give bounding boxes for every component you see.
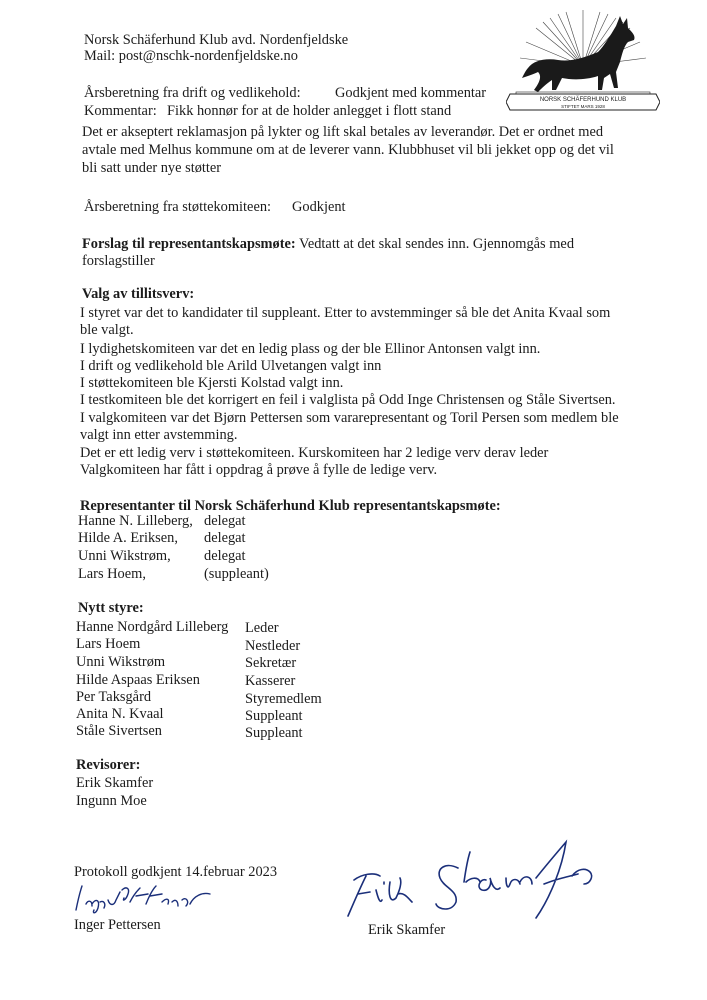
- rep-name: Hanne N. Lilleberg,: [78, 513, 193, 529]
- styre-role: Suppleant: [245, 725, 303, 741]
- rep-name: Hilde A. Eriksen,: [78, 530, 178, 546]
- forslag-label: Forslag til representantskapsmøte:: [82, 236, 296, 252]
- valg-line: I drift og vedlikehold ble Arild Ulvetangen valgt inn: [80, 358, 382, 374]
- valg-line: I styret var det to kandidater til suppleant. Etter to avstemminger så ble det Anita Kvaal som: [80, 305, 611, 321]
- styre-role: Kasserer: [245, 673, 296, 689]
- stotte-label: Årsberetning fra støttekomiteen:: [84, 199, 272, 215]
- styre-role: Nestleder: [245, 638, 301, 654]
- protokoll-text: Protokoll godkjent 14.februar 2023: [74, 864, 278, 880]
- forslag-text-cont: forslagstiller: [82, 253, 155, 269]
- drift-body-line: Det er akseptert reklamasjon på lykter og lift skal betales av leverandør. Det er ordnet med: [82, 124, 604, 140]
- styre-role: Styremedlem: [245, 691, 322, 707]
- valg-line: Det er ett ledig verv i støttekomiteen. Kurskomiteen har 2 ledige verv derav leder: [80, 445, 549, 461]
- valg-line: I testkomiteen ble det korrigert en feil i valglista på Odd Inge Christensen og Ståle Sivertsen.: [80, 392, 616, 408]
- signer-left-name: Inger Pettersen: [74, 917, 161, 933]
- drift-body-line: bli satt under nye støtter: [82, 160, 222, 176]
- rep-role: delegat: [204, 548, 246, 564]
- club-email[interactable]: Mail: post@nschk-nordenfjeldske.no: [84, 48, 298, 64]
- signature-inger: [70, 880, 220, 920]
- german-shepherd-icon: [522, 16, 635, 92]
- rep-name: Lars Hoem,: [78, 566, 146, 582]
- club-name: Norsk Schäferhund Klub avd. Nordenfjeldske: [84, 32, 349, 48]
- revisorer-heading: Revisorer:: [76, 757, 141, 773]
- valg-line: valgt inn etter avstemming.: [80, 427, 238, 443]
- valg-line: Valgkomiteen har fått i oppdrag å prøve å fylle de ledige verv.: [80, 462, 438, 478]
- styre-role: Suppleant: [245, 708, 303, 724]
- styre-name: Lars Hoem: [76, 636, 141, 652]
- valg-line: I støttekomiteen ble Kjersti Kolstad valgt inn.: [80, 375, 344, 391]
- styre-name: Per Taksgård: [76, 689, 152, 705]
- banner-subtext: STIFTET MARS 1928: [561, 104, 605, 109]
- representanter-heading: Representanter til Norsk Schäferhund Klub representantskapsmøte:: [80, 498, 501, 514]
- styre-name: Anita N. Kvaal: [76, 706, 164, 722]
- drift-comment-text: Fikk honnør for at de holder anlegget i flott stand: [167, 103, 452, 119]
- club-logo: [506, 6, 660, 112]
- styre-name: Hilde Aspaas Eriksen: [76, 672, 200, 688]
- styre-name: Ståle Sivertsen: [76, 723, 162, 739]
- forslag-text: Vedtatt at det skal sendes inn. Gjennomgås med: [295, 236, 575, 252]
- revisor-name: Erik Skamfer: [76, 775, 154, 791]
- drift-comment-label: Kommentar:: [84, 103, 157, 119]
- drift-body-line: avtale med Melhus kommune om at de leverer vann. Klubbhuset vil bli jekket opp og det vil: [82, 142, 614, 158]
- drift-status: Godkjent med kommentar: [335, 85, 487, 101]
- forslag-line: [82, 236, 574, 253]
- styre-role: Sekretær: [245, 655, 297, 671]
- styre-role: Leder: [245, 620, 279, 636]
- revisor-name: Ingunn Moe: [76, 793, 147, 809]
- valg-heading: Valg av tillitsverv:: [82, 286, 195, 302]
- signer-right-name: Erik Skamfer: [368, 922, 446, 938]
- rep-role: delegat: [204, 513, 246, 529]
- drift-label: Årsberetning fra drift og vedlikehold:: [84, 85, 301, 101]
- rep-name: Unni Wikstrøm,: [78, 548, 171, 564]
- rep-role: delegat: [204, 530, 246, 546]
- valg-line: I lydighetskomiteen var det en ledig plass og der ble Ellinor Antonsen valgt inn.: [80, 341, 541, 357]
- stotte-status: Godkjent: [292, 199, 346, 215]
- banner-text: NORSK SCHÄFERHUND KLUB: [539, 97, 627, 103]
- banner: [506, 94, 660, 110]
- valg-line: ble valgt.: [80, 322, 134, 338]
- valg-line: I valgkomiteen var det Bjørn Pettersen som vararepresentant og Toril Persen som medlem ble: [80, 410, 619, 426]
- signature-erik: [340, 838, 620, 924]
- rep-role: (suppleant): [204, 566, 269, 582]
- styre-name: Unni Wikstrøm: [76, 654, 166, 670]
- styre-name: Hanne Nordgård Lilleberg: [76, 619, 229, 635]
- styre-heading: Nytt styre:: [78, 600, 144, 616]
